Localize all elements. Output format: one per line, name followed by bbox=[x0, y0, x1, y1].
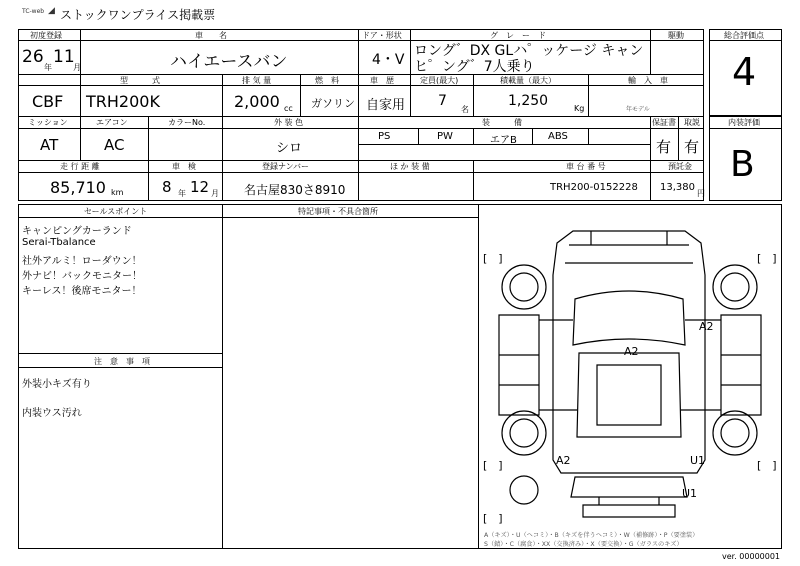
caution-item-3: 内装ウス汚れ bbox=[22, 408, 82, 419]
interior-rating-value: B bbox=[730, 144, 755, 185]
displacement-value: 2,000 bbox=[234, 92, 280, 111]
legend-line-1: A（キズ）・U（ヘコミ）・B（キズを伴うヘコミ）・W（補修跡）・P（要塗装） bbox=[484, 532, 699, 539]
first-registration-label: 初度登録 bbox=[30, 31, 62, 40]
grade-line-2: ヒ゜ング゛7人乗り bbox=[414, 59, 535, 75]
reg-year-unit: 年 bbox=[44, 63, 52, 72]
fuel-label: 燃 料 bbox=[315, 76, 339, 85]
exterior-color-value: シロ bbox=[276, 141, 303, 156]
warranty-label: 保証書 bbox=[652, 118, 676, 127]
plate-value: 名古屋830さ8910 bbox=[244, 183, 346, 197]
sales-point-2: Serai-Tbalance bbox=[22, 237, 96, 248]
grade-line-1: ロング゛DX GLハ゜ッケージ キャン bbox=[414, 43, 644, 59]
equipment-item-1: PS bbox=[378, 131, 391, 142]
mission-value: AT bbox=[40, 136, 59, 154]
insp-month-unit: 月 bbox=[211, 189, 219, 198]
door-type-label: ドア・形状 bbox=[362, 31, 402, 40]
mark-rear-left: A2 bbox=[556, 454, 571, 467]
door-type: 4・V bbox=[372, 52, 405, 68]
displacement-label: 排 気 量 bbox=[242, 76, 272, 85]
special-notes-label: 特記事項・不具合箇所 bbox=[298, 207, 378, 216]
displacement-unit: cc bbox=[284, 104, 293, 113]
model-code: TRH200K bbox=[86, 92, 160, 111]
version-label: ver. 00000001 bbox=[722, 552, 781, 561]
mileage-unit: km bbox=[111, 188, 124, 197]
chassis-label: 車 台 番 号 bbox=[566, 162, 606, 171]
capacity-label: 定員(最大) bbox=[420, 76, 459, 85]
fuel-value: ガソリン bbox=[311, 97, 355, 110]
sales-point-3: 社外アルミ！ローダウン！ bbox=[22, 256, 142, 267]
mark-rear-right: U1 bbox=[690, 454, 706, 467]
insp-month: 12 bbox=[190, 178, 210, 196]
history-label: 車 歴 bbox=[370, 76, 394, 85]
capacity-unit: 名 bbox=[461, 105, 469, 114]
deposit-value: 13,380 bbox=[660, 182, 695, 193]
car-damage-diagram bbox=[479, 205, 781, 548]
sales-point-4: 外ナビ！バックモニター！ bbox=[22, 271, 142, 282]
aircon-label: エアコン bbox=[96, 118, 128, 127]
car-name-label: 車 名 bbox=[195, 31, 227, 40]
page-title: ストックワンプライス掲載票 bbox=[60, 8, 216, 22]
reg-month-unit: 月 bbox=[73, 63, 81, 72]
sales-points-label: セールスポイント bbox=[84, 207, 148, 216]
mark-bumper: U1 bbox=[682, 487, 698, 500]
bracket-rear-right: [ ] bbox=[757, 459, 777, 472]
bracket-rear-left: [ ] bbox=[483, 459, 503, 472]
logo-icon: ◢ bbox=[48, 6, 55, 16]
deposit-label: 預託金 bbox=[668, 162, 692, 171]
history-value: 自家用 bbox=[366, 98, 406, 113]
warranty-value: 有 bbox=[656, 138, 672, 156]
insp-year-unit: 年 bbox=[178, 189, 186, 198]
mark-roof: A2 bbox=[624, 345, 639, 358]
other-equipment-label: ほ か 装 備 bbox=[390, 162, 430, 171]
legend-line-2: S（錆）・C（腐食）・XX（交換済み）・X（要交換）・G（ガラスのキズ） bbox=[484, 541, 683, 548]
manual-value: 有 bbox=[684, 138, 700, 156]
reg-year: 26 bbox=[22, 47, 44, 67]
equipment-item-2: PW bbox=[437, 131, 453, 142]
sales-point-5: キーレス！後席モニター！ bbox=[22, 286, 142, 297]
chassis-value: TRH200-0152228 bbox=[550, 182, 638, 193]
mileage-label: 走 行 距 離 bbox=[60, 162, 100, 171]
color-no-label: カラーNo. bbox=[168, 118, 206, 127]
load-unit: Kg bbox=[574, 104, 585, 113]
capacity-value: 7 bbox=[438, 93, 447, 109]
interior-rating-label: 内装評価 bbox=[728, 118, 760, 127]
model-prefix: CBF bbox=[32, 92, 64, 111]
mark-right-side: A2 bbox=[699, 320, 714, 333]
grade-label: グ レ ー ド bbox=[490, 31, 546, 40]
bracket-bottom: [ ] bbox=[483, 512, 503, 525]
inspection-label: 車 検 bbox=[172, 162, 196, 171]
insp-year: 8 bbox=[162, 178, 172, 196]
load-value: 1,250 bbox=[508, 93, 549, 109]
caution-label: 注 意 事 項 bbox=[94, 357, 150, 366]
load-label: 積載量（最大） bbox=[500, 76, 556, 85]
overall-rating-value: 4 bbox=[732, 50, 757, 94]
equipment-label: 装 備 bbox=[482, 118, 522, 127]
mileage-value: 85,710 bbox=[50, 178, 106, 197]
bracket-front-left: [ ] bbox=[483, 252, 503, 265]
sales-point-1: キャンピングカーランド bbox=[22, 226, 132, 237]
reg-month: 11 bbox=[53, 47, 75, 67]
bracket-front-right: [ ] bbox=[757, 252, 777, 265]
mission-label: ミッション bbox=[28, 118, 68, 127]
import-label: 輸 入 車 bbox=[628, 76, 668, 85]
car-name: ハイエースバン bbox=[170, 52, 288, 72]
equipment-item-4: ABS bbox=[548, 131, 568, 142]
aircon-value: AC bbox=[104, 136, 125, 154]
caution-item-1: 外装小キズ有り bbox=[22, 379, 92, 390]
manual-label: 取説 bbox=[684, 118, 700, 127]
plate-label: 登録ナンバー bbox=[262, 162, 310, 171]
overall-rating-label: 総合評価点 bbox=[724, 31, 764, 40]
drive-label: 駆動 bbox=[668, 31, 684, 40]
import-note: 年モデル bbox=[626, 106, 650, 113]
deposit-unit: 円 bbox=[697, 189, 705, 198]
model-label: 型 式 bbox=[120, 76, 160, 85]
exterior-color-label: 外 装 色 bbox=[274, 118, 304, 127]
site-logo: TC-web bbox=[22, 8, 45, 15]
equipment-item-3: エアB bbox=[490, 135, 517, 146]
